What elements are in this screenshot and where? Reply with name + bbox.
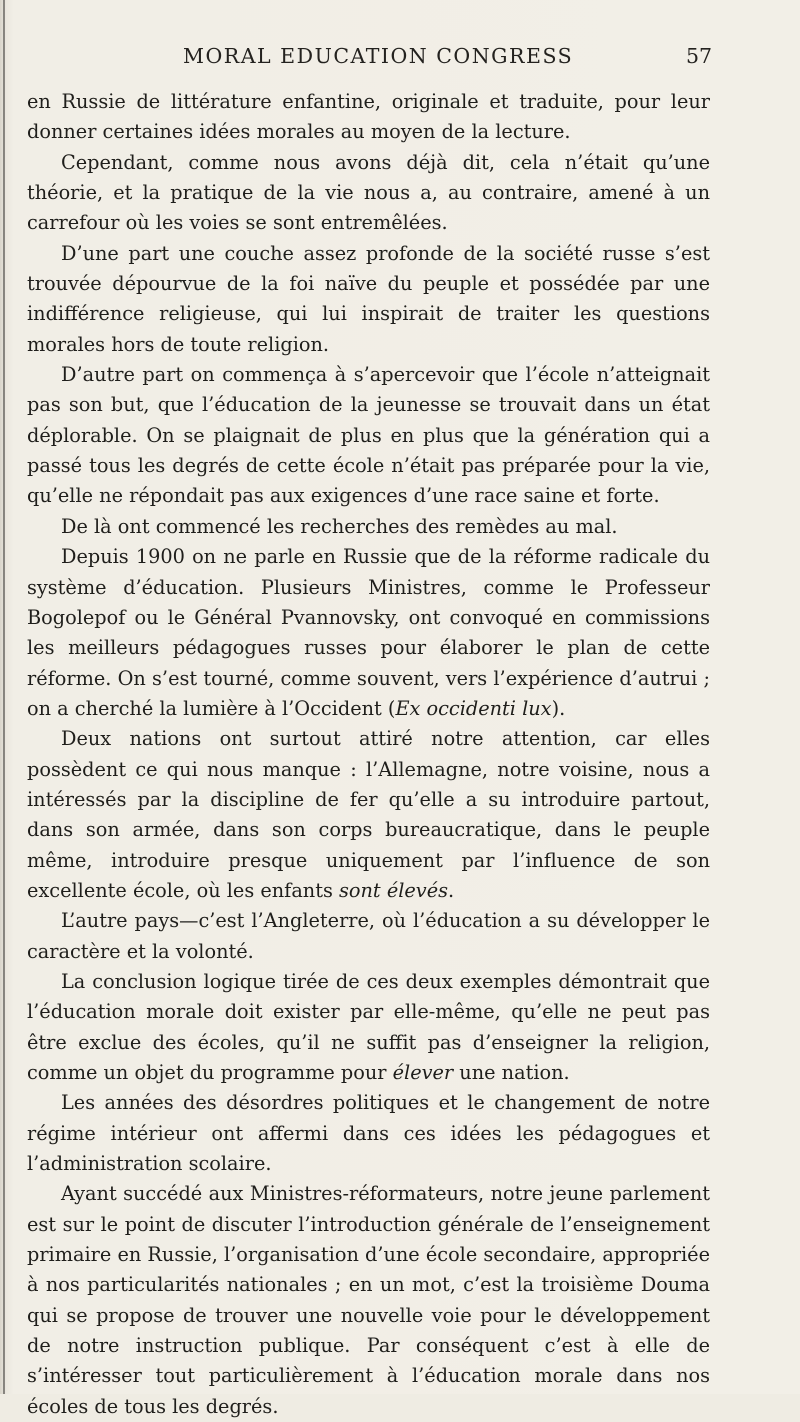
paragraph [27,148,710,239]
page-number: 57 [686,44,713,68]
paragraph [27,87,710,148]
paragraph [27,724,710,906]
paragraph-text: Deux nations ont surtout attiré notre attention, car elles possèdent ce qui nous manque : l’Allemagne, notre voisine, nous a intéressés par la discipline de fer qu’elle a su introduire partout, dans son armée, dans son corps bureaucratique, dans le peuple même, introduire presque uniquement par l’influence de son excellente école, où les enfants [27,727,710,902]
paragraph [27,239,710,360]
paragraph-text: . [448,878,455,902]
paragraph-text: Depuis 1900 on ne parle en Russie que de la réforme radicale du système d’éducation. Plusieurs Ministres, comme le Professeur Bogolepof ou le Général Pvannovsky, ont convoqué en commissions les meilleurs pédagogues russes pour élaborer le plan de cette réforme. On s’est tourné, comme souvent, vers l’expérience d’autrui ; on a cherché la lumière à l’Occident ( [27,545,710,720]
paragraph [27,1088,710,1179]
running-header [0,44,800,74]
italic-text: Ex occidenti lux [395,696,552,720]
italic-text: sont élevés [339,878,448,902]
paragraph-text: De là ont commencé les recherches des remèdes au mal. [61,514,618,538]
paragraph [27,1179,710,1422]
paragraph-text: Les années des désordres politiques et le changement de notre régime intérieur ont affermi dans ces idées les pédagogues et l’administration scolaire. [27,1091,710,1176]
running-title: MORAL EDUCATION CONGRESS [183,44,574,68]
italic-text: élever [392,1061,454,1084]
paragraph [27,360,710,512]
paragraph-text: en Russie de littérature enfantine, originale et traduite, pour leur donner certaines idées morales au moyen de la lecture. [27,90,710,144]
page-gutter-edge [3,0,5,1394]
paragraph-text: La conclusion logique tirée de ces deux exemples démontrait que l’éducation morale doit exister par elle-même, qu’elle ne peut pas être exclue des écoles, qu’il ne suffit pas d’enseigner la religion, comme un objet du programme pour [27,969,710,1084]
paragraph [27,967,710,1088]
paragraph-text: une nation. [453,1061,570,1084]
paragraph-text: D’une part une couche assez profonde de la société russe s’est trouvée dépourvue de la foi naïve du peuple et possédée par une indifférence religieuse, qui lui inspirait de traiter les questions morales hors de toute religion. [27,241,710,356]
paragraph-text: L’autre pays—c’est l’Angleterre, où l’éducation a su développer le caractère et la volonté. [27,909,710,963]
paragraph-text: ). [551,696,566,720]
paragraph-text: D’autre part on commença à s’apercevoir que l’école n’atteignait pas son but, que l’éducation de la jeunesse se trouvait dans un état déplorable. On se plaignait de plus en plus que la génération qui a passé tous les degrés de cette école n’était pas préparée pour la vie, qu’elle ne répondait pas aux exigences d’une race saine et forte. [27,363,710,508]
paragraph-text: Cependant, comme nous avons déjà dit, cela n’était qu’une théorie, et la pratique de la vie nous a, au contraire, amené à un carrefour où les voies se sont entremêlées. [27,150,710,235]
body-text [27,87,710,1422]
paragraph [27,542,710,724]
paragraph [27,906,710,967]
paragraph [27,512,710,542]
paragraph-text: Ayant succédé aux Ministres-réformateurs, notre jeune parlement est sur le point de discuter l’introduction générale de l’enseignement primaire en Russie, l’organisation d’une école secondaire, appropriée à nos particularités nationales ; en un mot, c’est la troisième Douma qui se propose de trouver une nouvelle voie pour le développement de notre instruction publique. Par conséquent c’est à elle de s’intéresser tout particulièrement à l’éducation morale dans nos écoles de tous les degrés. [27,1182,710,1418]
